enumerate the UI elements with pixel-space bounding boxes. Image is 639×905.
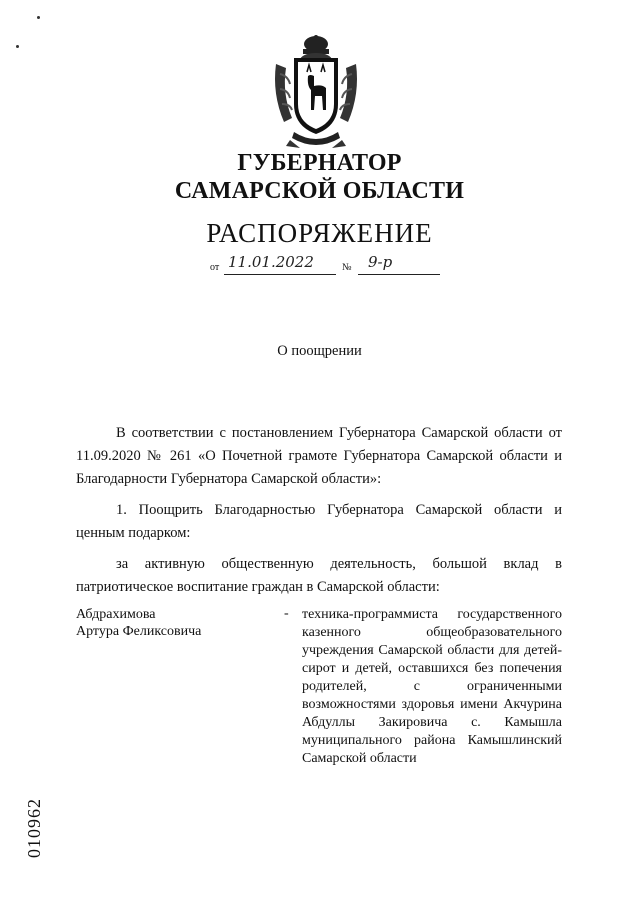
number-underline [358,274,440,275]
side-serial-number: 010962 [24,798,44,858]
paragraph-reason: за активную общественную деятельность, большой вклад в патриотическое воспитание граждан в Самарской области: [76,556,562,595]
date-underline [224,274,336,275]
subject-line: О поощрении [277,343,362,359]
awardee-given-name: Артура Феликсовича [76,624,202,639]
awardee-name [76,606,266,640]
paragraph-decision: 1. Поощрить Благодарностью Губернатора Самарской области и ценным подарком: [76,502,562,541]
paragraph-basis: В соответствии с постановлением Губернатора Самарской области от 11.09.2020 № 261 «О Почетной грамоте Губернатора Самарской области и Благодарности Губернатора Самарской области»: [76,425,562,487]
number-prefix: № [342,262,352,273]
samara-coat-of-arms-icon [270,34,362,152]
scan-speck [37,16,40,19]
awardee-surname: Абдрахимова [76,607,156,622]
document-type: РАСПОРЯЖЕНИЕ [206,218,433,248]
awardee-dash: - [284,606,289,621]
date-prefix: от [210,262,220,273]
title-governor: ГУБЕРНАТОР [237,150,402,176]
title-region: САМАРСКОЙ ОБЛАСТИ [174,178,465,204]
registration-line [210,253,440,279]
scan-speck [16,45,19,48]
awardee-description: техника-программиста государственного казенного общеобразовательного учреждения Самарской области для детей-сирот и детей, оставшихся без попечения родителей, с ограниченными возможностями здоровья имени Акчурина Абдуллы Закировича с. Камышла муниципального района Камышлинский Самарской области [302,607,562,766]
number-handwritten: 9-р [368,253,393,271]
date-handwritten: 11.01.2022 [228,253,314,271]
